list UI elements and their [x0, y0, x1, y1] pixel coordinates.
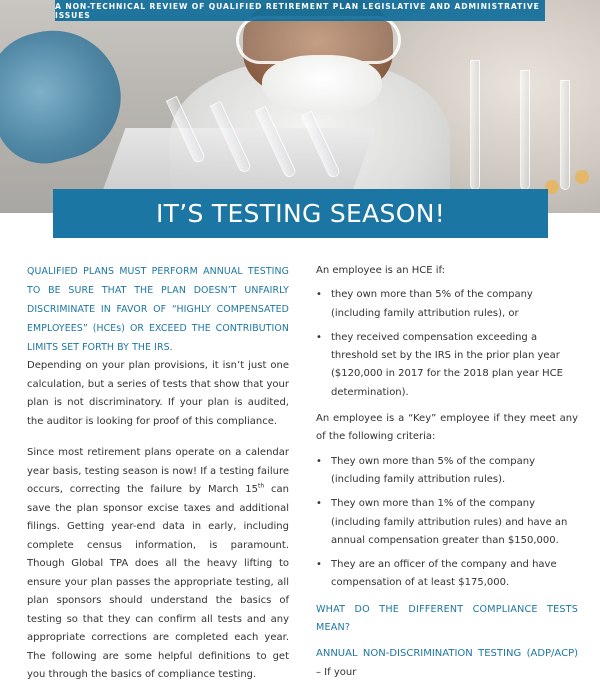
adp-acp-paragraph [316, 645, 578, 682]
list-item: • they own more than 5% of the company (including family attribution rules), or [316, 286, 578, 323]
hce-criteria-list [316, 286, 578, 402]
publication-banner [55, 0, 545, 21]
testing-season-paragraph [27, 444, 289, 685]
list-item: • They own more than 1% of the company (including family attribution rules) and have an annual compensation greater than $150,000. [316, 495, 578, 550]
test-tube-shape [520, 70, 530, 190]
lead-paragraph: QUALIFIED PLANS MUST PERFORM ANNUAL TESTING TO BE SURE THAT THE PLAN DOESN’T UNFAIRLY DISCRIMINATE IN FAVOR OF “HIGHLY COMPENSATED EMPLOYEES” (HCEs) OR EXCEED THE CONTRIBUTION LIMITS SET FORTH BY THE IRS. [27, 266, 289, 354]
left-column [27, 262, 289, 685]
intro-paragraph: Depending on your plan provisions, it isn’t just one calculation, but a series of tests that show that your plan is not discriminatory. If your plan is audited, the auditor is looking for proof of this compliance. [27, 360, 289, 427]
face-mask-shape [262, 55, 382, 115]
list-item: • They are an officer of the company and have compensation of at least $175,000. [316, 556, 578, 593]
ordinal-suffix: th [258, 483, 265, 491]
key-employee-intro: An employee is a “Key” employee if they meet any of the following criteria: [316, 413, 578, 443]
key-employee-criteria-list [316, 453, 578, 593]
page-title: IT’S TESTING SEASON! [155, 199, 446, 228]
liquid-drop-shape [575, 170, 589, 184]
list-item: • they received compensation exceeding a threshold set by the IRS in the prior plan year ($120,000 in 2017 for the 2018 plan year HCE determination). [316, 329, 578, 402]
gloved-hand-shape [0, 15, 135, 174]
right-column [316, 262, 578, 682]
list-item: • They own more than 5% of the company (including family attribution rules). [316, 453, 578, 490]
hce-intro: An employee is an HCE if: [316, 265, 446, 276]
banner-text: A NON-TECHNICAL REVIEW OF QUALIFIED RETIREMENT PLAN LEGISLATIVE AND ADMINISTRATIVE ISSUES [55, 1, 540, 20]
test-tube-shape [560, 80, 570, 190]
paragraph-text-end: can save the plan sponsor excise taxes and additional filings. Getting year-end data in early, including complete census information, is paramount. Though Global TPA does all the heavy lifting to ensure your plan passes the appropriate testing, all plan sponsors should understand the basics of testing so that they can confirm all tests and any appropriate corrections are completed each year. The following are some helpful definitions to get you through the basics of compliance testing. [27, 484, 289, 681]
hero-image [0, 0, 600, 213]
subheading: ANNUAL NON-DISCRIMINATION TESTING (ADP/ACP) [316, 648, 578, 660]
test-tube-shape [470, 60, 480, 190]
section-heading: WHAT DO THE DIFFERENT COMPLIANCE TESTS MEAN? [316, 603, 578, 634]
subheading-tail: – If your [316, 666, 357, 678]
title-bar [53, 189, 548, 238]
paragraph-text-start: Since most retirement plans operate on a calendar year basis, testing season is now! If a testing failure occurs, correcting the failure by March 15 [27, 447, 289, 496]
